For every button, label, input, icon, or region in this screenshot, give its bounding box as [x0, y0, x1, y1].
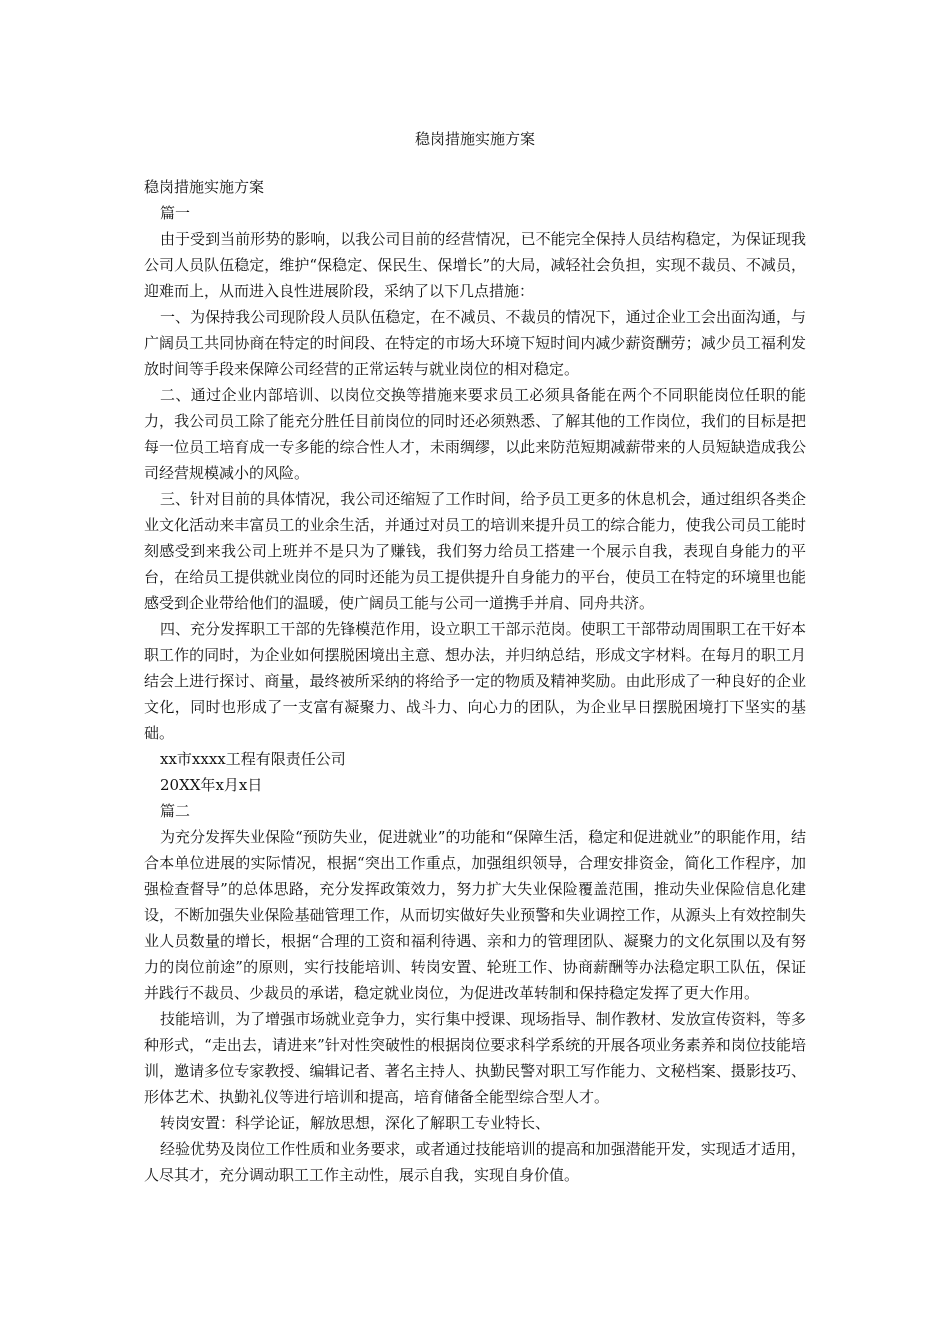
document-body	[144, 174, 806, 1188]
document-title: 稳岗措施实施方案	[414, 130, 535, 148]
part2-paragraph-3: 转岗安置：科学论证，解放思想，深化了解职工专业特长、	[160, 1114, 551, 1132]
part1-measure-3: 三、针对目前的具体情况，我公司还缩短了工作时间，给予员工更多的休息机会，通过组织各类企业文化活动来丰富员工的业余生活，并通过对员工的培训来提升员工的综合能力，使我公司员工能时刻感受到来我公司上班并不是只为了赚钱，我们努力给员工搭建一个展示自我，表现自身能力的平台，在给员工提供就业岗位的同时还能为员工提供提升自身能力的平台，使员工在特定的环境里也能感受到企业带给他们的温暖，使广阔员工能与公司一道携手并肩、同舟共济。	[144, 490, 806, 612]
document-date: 20XX年x月x日	[160, 776, 263, 794]
part2-paragraph-2: 技能培训，为了增强市场就业竞争力，实行集中授课、现场指导、制作教材、发放宣传资料，等多种形式，“走出去，请进来”针对性突破性的根据岗位要求科学系统的开展各项业务素养和岗位技能培训，邀请多位专家教授、编辑记者、著名主持人、执勤民警对职工写作能力、文秘档案、摄影技巧、形体艺术、执勤礼仪等进行培训和提高，培育储备全能型综合型人才。	[144, 1010, 806, 1106]
part1-measure-1: 一、为保持我公司现阶段人员队伍稳定，在不减员、不裁员的情况下，通过企业工会出面沟通，与广阔员工共同协商在特定的时间段、在特定的市场大环境下短时间内减少薪资酬劳；减少员工福利发放时间等手段来保障公司经营的正常运转与就业岗位的相对稳定。	[144, 308, 806, 378]
part1-intro-paragraph: 由于受到当前形势的影响，以我公司目前的经营情况，已不能完全保持人员结构稳定，为保证现我公司人员队伍稳定，维护“保稳定、保民生、保增长”的大局，减轻社会负担，实现不裁员、不减员，迎难而上，从而进入良性进展阶段，采纳了以下几点措施：	[144, 230, 806, 300]
part1-measure-4: 四、充分发挥职工干部的先锋模范作用，设立职工干部示范岗。使职工干部带动周围职工在干好本职工作的同时，为企业如何摆脱困境出主意、想办法，并归纳总结，形成文字材料。在每月的职工月结会上进行探讨、商量，最终被所采纳的将给予一定的物质及精神奖励。由此形成了一种良好的企业文化，同时也形成了一支富有凝聚力、战斗力、向心力的团队，为企业早日摆脱困境打下坚实的基础。	[144, 620, 806, 742]
part1-measure-2: 二、通过企业内部培训、以岗位交换等措施来要求员工必须具备能在两个不同职能岗位任职的能力，我公司员工除了能充分胜任目前岗位的同时还必须熟悉、了解其他的工作岗位，我们的目标是把每一位员工培育成一专多能的综合性人才，未雨绸缪，以此来防范短期减薪带来的人员短缺造成我公司经营规模减小的风险。	[144, 386, 806, 482]
company-name: xx市xxxx工程有限责任公司	[160, 750, 346, 768]
part2-paragraph-4: 经验优势及岗位工作性质和业务要求，或者通过技能培训的提高和加强潜能开发，实现适才适用，人尽其才，充分调动职工工作主动性，展示自我，实现自身价值。	[144, 1140, 806, 1184]
part2-paragraph-1: 为充分发挥失业保险“预防失业，促进就业”的功能和“保障生活，稳定和促进就业”的职能作用，结合本单位进展的实际情况，根据“突出工作重点，加强组织领导，合理安排资金，简化工作程序，加强检查督导”的总体思路，充分发挥政策效力，努力扩大失业保险覆盖范围，推动失业保险信息化建设，不断加强失业保险基础管理工作，从而切实做好失业预警和失业调控工作，从源头上有效控制失业人员数量的增长，根据“合理的工资和福利待遇、亲和力的管理团队、凝聚力的文化氛围以及有努力的岗位前途”的原则，实行技能培训、转岗安置、轮班工作、协商薪酬等办法稳定职工队伍，保证并践行不裁员、少裁员的承诺，稳定就业岗位，为促进改革转制和保持稳定发挥了更大作用。	[144, 828, 806, 1002]
part2-heading: 篇二	[160, 802, 191, 820]
document-subtitle: 稳岗措施实施方案	[144, 178, 265, 196]
part1-heading: 篇一	[160, 204, 191, 222]
